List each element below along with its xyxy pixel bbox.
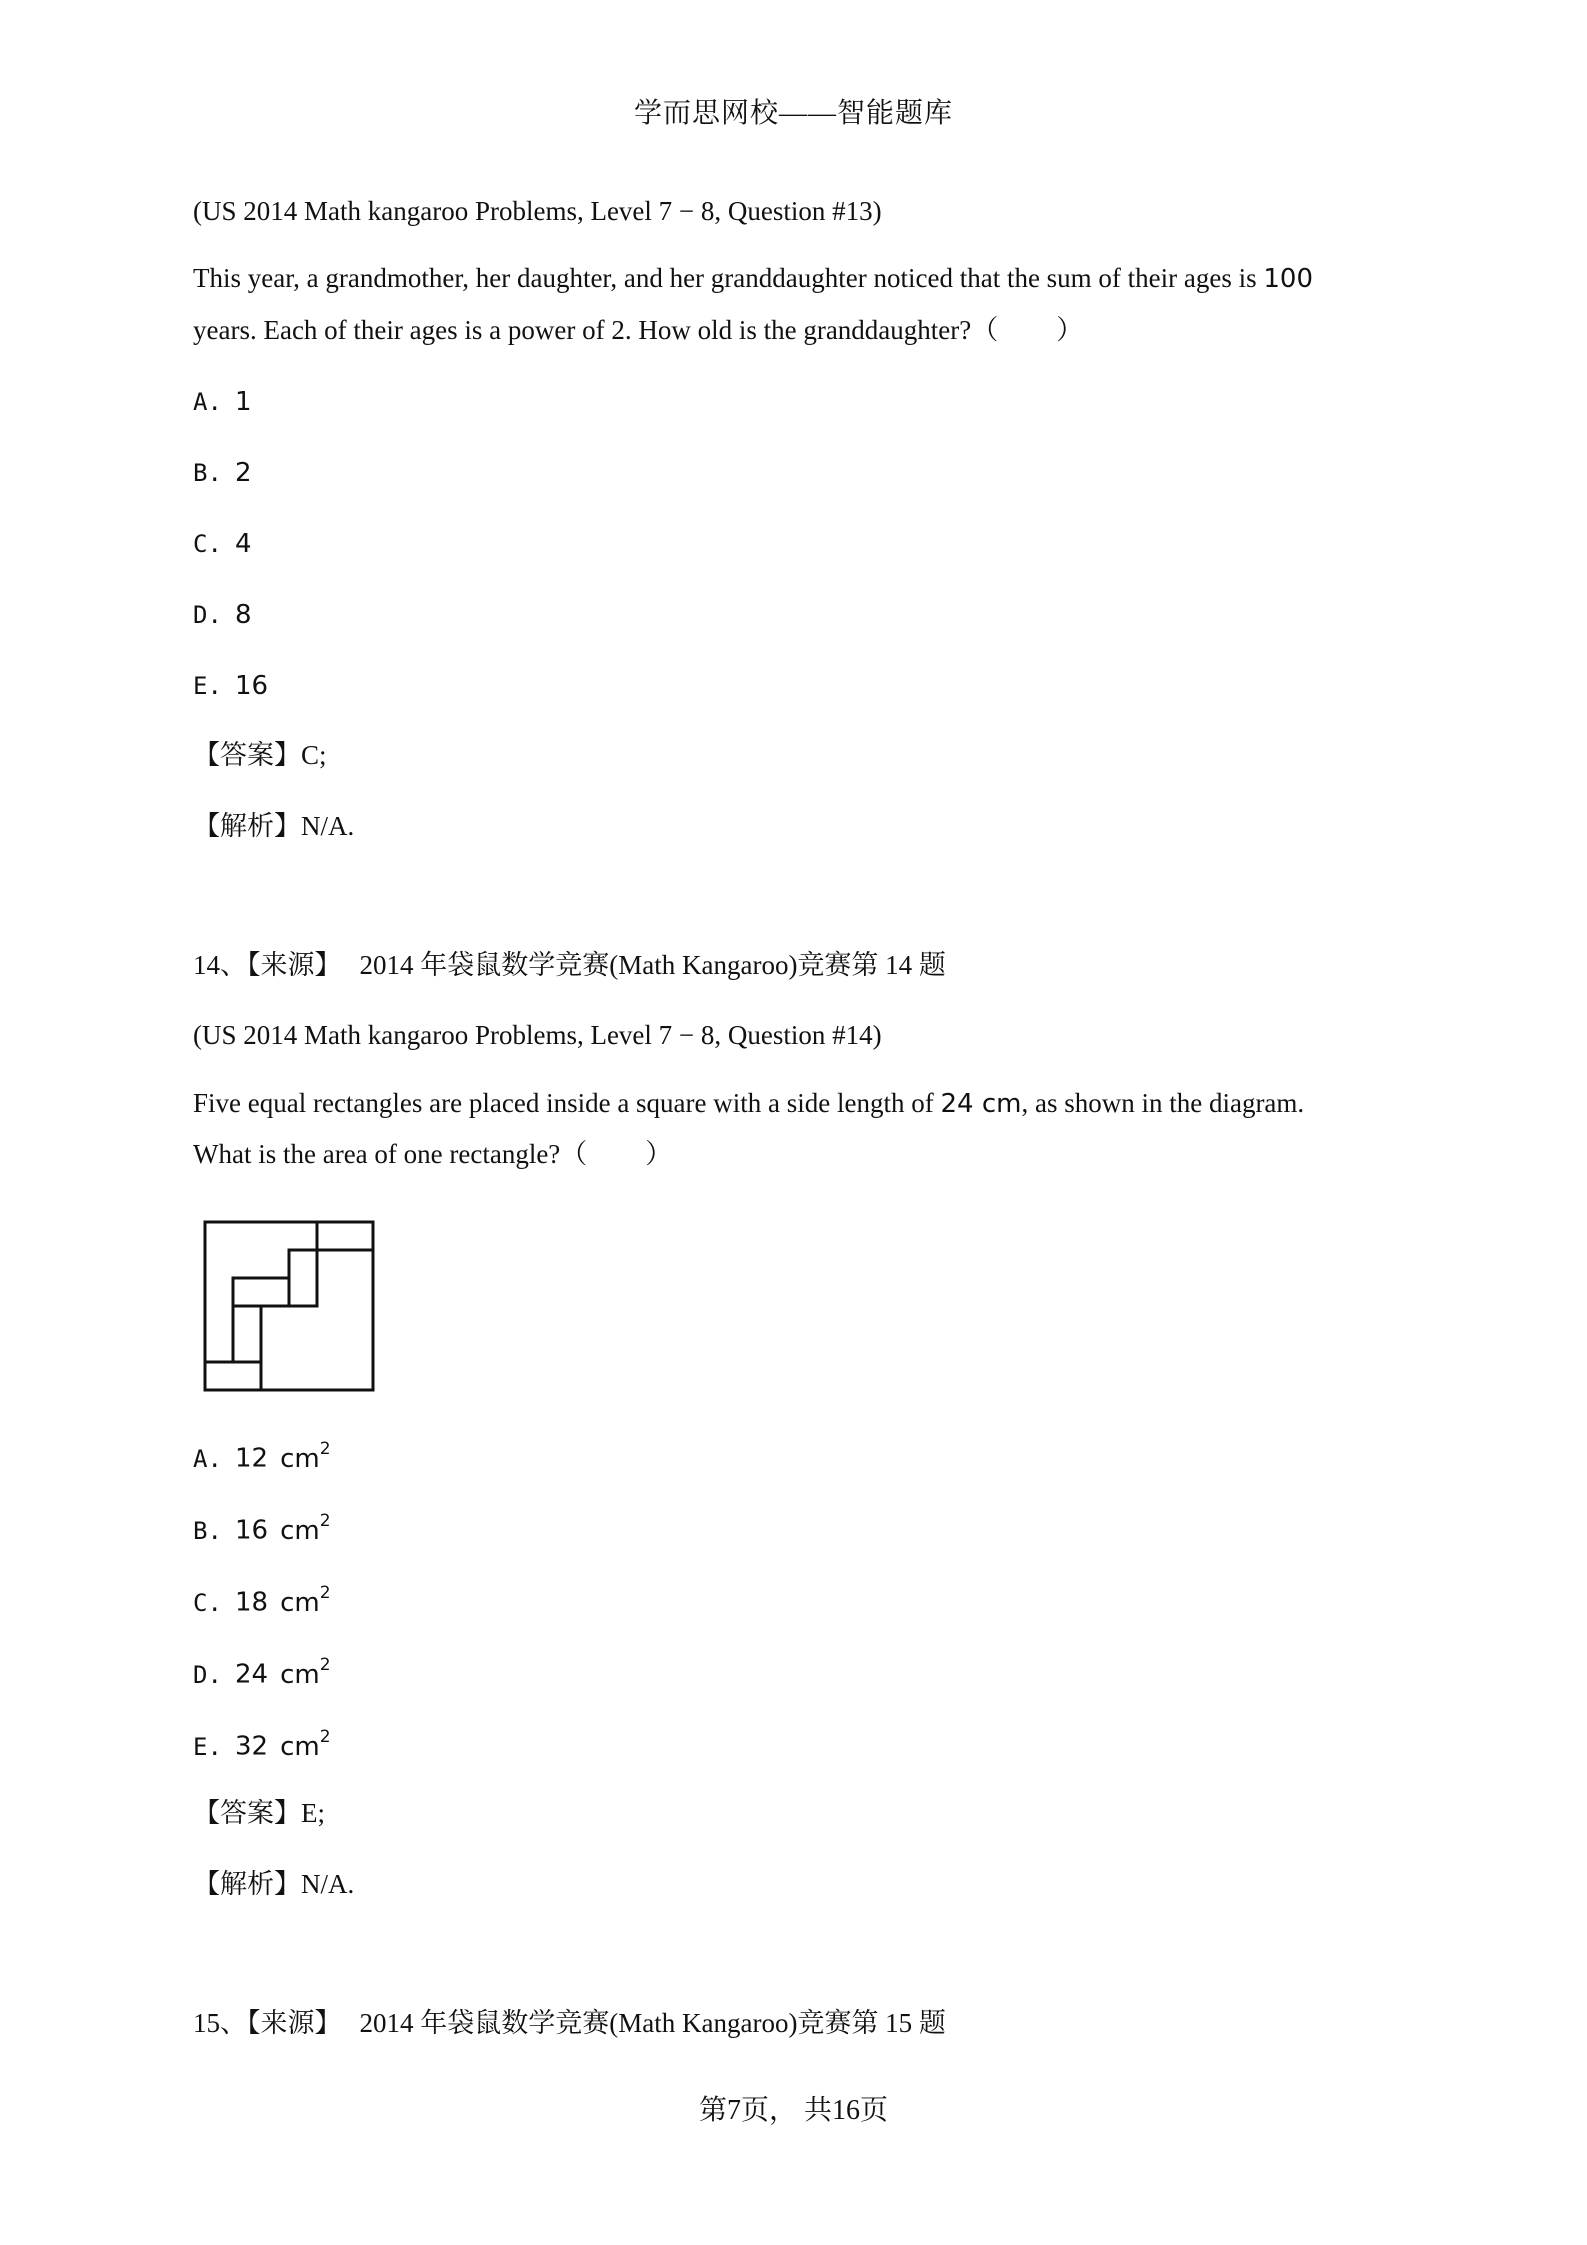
q14-problem-number: 24 cm	[940, 1089, 1022, 1119]
q14-problem-text-c: What is the area of one rectangle?	[193, 1139, 561, 1169]
question-number: 15、	[193, 2008, 247, 2038]
q13-problem-number: 100	[1263, 264, 1314, 294]
option-letter: C.	[193, 530, 222, 558]
page-footer: 第7页， 共16页	[698, 2095, 888, 2126]
q14-problem-text-a: Five equal rectangles are placed inside a square with a side length of	[193, 1088, 941, 1118]
analysis-tag: 【解析】	[193, 811, 301, 842]
option-value: 16	[235, 671, 269, 701]
option-letter: C.	[193, 1588, 222, 1617]
option-value: 8	[235, 600, 252, 630]
option-value: 18	[235, 1587, 269, 1618]
analysis-tag: 【解析】	[193, 1869, 301, 1900]
q14-citation: (US 2014 Math kangaroo Problems, Level 7 − 8, Question #14)	[193, 1020, 882, 1050]
q14-analysis	[193, 1866, 354, 1903]
option-value: 4	[235, 529, 252, 559]
option-letter: B.	[193, 1516, 222, 1545]
option-unit: $cm^2$	[280, 1655, 331, 1690]
q13-option-b	[193, 454, 252, 491]
q13-option-e	[193, 667, 268, 704]
source-text: 2014 年袋鼠数学竞赛(Math Kangaroo)竞赛第 15 题	[359, 2008, 946, 2038]
q14-option-e	[193, 1722, 331, 1765]
rect-vertical-middle	[289, 1250, 317, 1306]
q14-source-line	[193, 947, 946, 984]
option-value: 16	[235, 1515, 269, 1546]
source-tag: 【来源】	[247, 950, 342, 981]
q14-problem-line-1	[193, 1085, 1304, 1122]
option-unit: $cm^2$	[280, 1439, 331, 1474]
option-value: 24	[235, 1659, 269, 1690]
option-letter: B.	[193, 459, 222, 487]
q13-problem-text-b: years. Each of their ages is a power of 2. How old is the granddaughter?	[193, 315, 972, 345]
q14-paren-close: ）	[645, 1139, 673, 1169]
option-letter: D.	[193, 601, 222, 629]
q15-source-line	[193, 2005, 946, 2042]
option-value: 12	[235, 1443, 269, 1474]
q13-paren-close: ）	[1056, 315, 1084, 345]
q13-paren-open: （	[971, 315, 999, 345]
option-unit: $cm^2$	[280, 1727, 331, 1762]
q14-option-c	[193, 1578, 331, 1621]
option-value: 32	[235, 1731, 269, 1762]
analysis-value: N/A.	[301, 811, 355, 841]
option-letter: E.	[193, 1732, 222, 1761]
q13-problem-text-a: This year, a grandmother, her daughter, and her granddaughter noticed that the sum of their ages is	[193, 263, 1264, 293]
q14-option-a	[193, 1434, 331, 1477]
option-letter: E.	[193, 672, 222, 700]
q14-answer	[193, 1795, 325, 1832]
option-unit: $cm^2$	[280, 1511, 331, 1546]
rectangles-in-square-diagram	[201, 1218, 377, 1394]
q13-option-d	[193, 596, 252, 633]
analysis-value: N/A.	[301, 1869, 355, 1899]
q13-problem-line-2	[193, 312, 1083, 348]
option-unit: $cm^2$	[280, 1583, 331, 1618]
option-letter: A.	[193, 1444, 222, 1473]
q14-option-b	[193, 1506, 331, 1549]
q13-option-a	[193, 383, 252, 420]
answer-tag: 【答案】	[193, 740, 301, 771]
rect-horizontal-middle	[233, 1278, 289, 1306]
rect-horizontal-bottom	[205, 1362, 261, 1390]
page-header-title: 学而思网校——智能题库	[633, 98, 953, 129]
q14-problem-text-b: , as shown in the diagram.	[1021, 1088, 1305, 1118]
source-tag: 【来源】	[247, 2008, 342, 2039]
q14-problem-line-2	[193, 1136, 672, 1172]
source-text: 2014 年袋鼠数学竞赛(Math Kangaroo)竞赛第 14 题	[359, 950, 946, 980]
answer-value: C;	[301, 740, 327, 770]
option-letter: A.	[193, 388, 222, 416]
rect-vertical-left	[233, 1306, 261, 1362]
question-number: 14、	[193, 950, 247, 980]
q14-paren-open: （	[560, 1139, 588, 1169]
option-value: 2	[235, 458, 252, 488]
option-letter: D.	[193, 1660, 222, 1689]
q13-problem-line-1	[193, 260, 1313, 297]
q13-analysis	[193, 808, 354, 845]
q13-citation: (US 2014 Math kangaroo Problems, Level 7 − 8, Question #13)	[193, 196, 882, 226]
answer-tag: 【答案】	[193, 1798, 301, 1829]
q13-answer	[193, 737, 327, 774]
q14-option-d	[193, 1650, 331, 1693]
option-value: 1	[235, 387, 252, 417]
q13-option-c	[193, 525, 252, 562]
answer-value: E;	[301, 1798, 325, 1828]
